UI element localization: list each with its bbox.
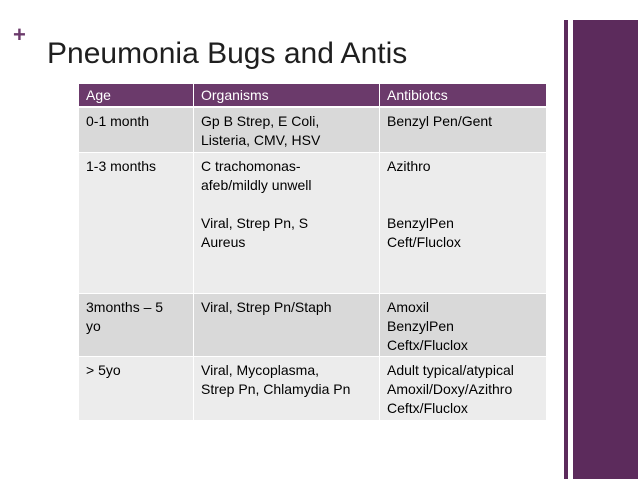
cell-organisms: C trachomonas- afeb/mildly unwell Viral, Strep Pn, S Aureus [194, 153, 380, 294]
cell-age: 1-3 months [79, 153, 194, 294]
table-row [79, 153, 546, 294]
plus-marker: + [13, 22, 26, 47]
cell-age: 0-1 month [79, 108, 194, 153]
table-row [79, 357, 546, 421]
pneumonia-table [79, 84, 546, 421]
slide-title: Pneumonia Bugs and Antis [47, 37, 408, 70]
table-header-row [79, 84, 546, 108]
sidebar-accent-thin [564, 20, 568, 479]
header-organisms: Organisms [194, 84, 380, 108]
table-row [79, 108, 546, 153]
cell-organisms: Viral, Mycoplasma, Strep Pn, Chlamydia Pn [194, 357, 380, 421]
cell-antibiotics: Azithro BenzylPen Ceft/Fluclox [380, 153, 546, 294]
cell-organisms: Gp B Strep, E Coli, Listeria, CMV, HSV [194, 108, 380, 153]
cell-age: 3months – 5 yo [79, 294, 194, 357]
cell-antibiotics: Adult typical/atypical Amoxil/Doxy/Azithro Ceftx/Fluclox [380, 357, 546, 421]
cell-age: > 5yo [79, 357, 194, 421]
cell-antibiotics: Amoxil BenzylPen Ceftx/Fluclox [380, 294, 546, 357]
cell-antibiotics: Benzyl Pen/Gent [380, 108, 546, 153]
header-antibiotics: Antibiotcs [380, 84, 546, 108]
table-row [79, 294, 546, 357]
cell-organisms: Viral, Strep Pn/Staph [194, 294, 380, 357]
sidebar-accent-thick [573, 20, 638, 479]
header-age: Age [79, 84, 194, 108]
